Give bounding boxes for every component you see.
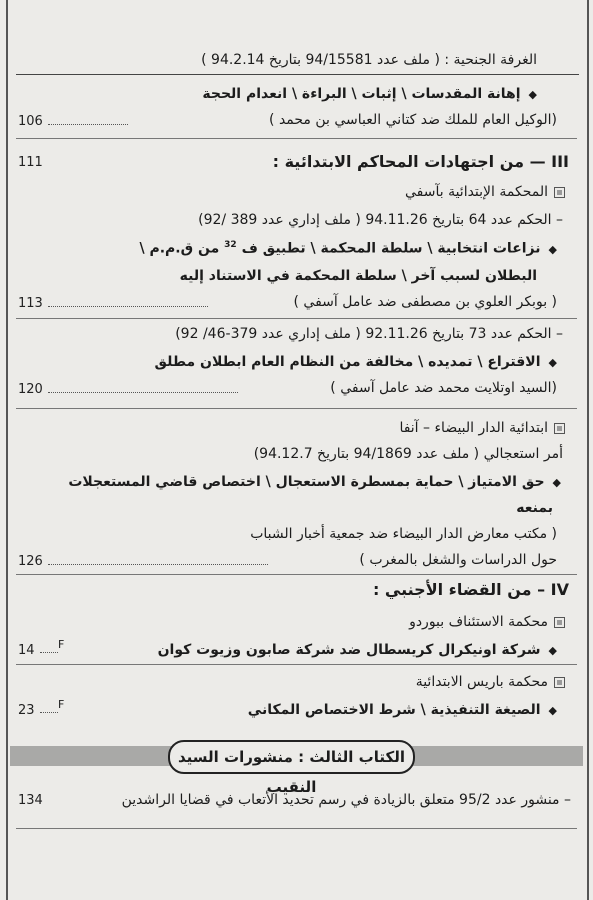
dot-leader (48, 306, 208, 307)
topic-text: الصيغة التنفيذية \ شرط الاختصاص المكاني (247, 702, 541, 718)
topic-text: الاقتراع \ تمديده \ مخالفة من النظام العام ابطلان مطلق (154, 354, 541, 370)
divider (16, 664, 577, 665)
chamber-reference: الغرفة الجنحية : ( ملف عدد 94/15581 بتاريخ 94.2.14 ) (201, 52, 537, 68)
judgment-line: – الحكم عدد 73 بتاريخ 92.11.26 ( ملف إداري عدد 379-46/ 92) (175, 326, 563, 342)
topic-line-continued: البطلان لسبب آخر \ سلطة المحكمة في الاستناد إليه (179, 268, 537, 284)
diamond-bullet-icon: ◆ (552, 476, 561, 489)
court-line (405, 184, 565, 200)
topic-line (68, 474, 561, 490)
section-heading: III — من اجتهادات المحاكم الابتدائية : (272, 152, 569, 171)
article-superscript: 32 (224, 240, 237, 250)
circular-line: – منشور عدد 95/2 متعلق بالزيادة في رسم تحديد الأتعاب في قضايا الراشدين (121, 792, 571, 808)
book-banner (10, 738, 583, 796)
court-line (409, 614, 565, 630)
page-number: 120 (18, 382, 43, 397)
page-number: 134 (18, 793, 43, 808)
court-line (399, 420, 565, 436)
divider (16, 138, 577, 139)
topic-line (248, 702, 557, 718)
divider (16, 828, 577, 829)
court-name: المحكمة الإبتدائية بآسفي (404, 184, 548, 200)
page-number: 113 (18, 296, 43, 311)
square-bullet-icon (554, 187, 565, 198)
diamond-bullet-icon: ◆ (528, 88, 537, 101)
banner-title: الكتاب الثالث : منشورات السيد النقيب (168, 740, 415, 774)
language-mark: F (58, 638, 65, 651)
dot-leader (48, 564, 268, 565)
parties-line: (الوكيل العام للملك ضد كتاني العباسي بن محمد ) (269, 112, 557, 128)
section-heading: IV – من القضاء الأجنبي : (372, 580, 569, 599)
diamond-bullet-icon: ◆ (548, 242, 557, 256)
page-number: 126 (18, 554, 43, 569)
court-name: ابتدائية الدار البيضاء – آنفا (399, 420, 548, 436)
dot-leader (40, 652, 58, 653)
square-bullet-icon (554, 617, 565, 628)
court-line (416, 674, 565, 690)
parties-line: ( بوبكر العلوي بن مصطفى ضد عامل آسفي ) (293, 294, 557, 310)
topic-text: إهانة المقدسات \ إثبات \ البراءة \ انعدام الحجة (202, 86, 521, 102)
divider (16, 408, 577, 409)
diamond-bullet-icon: ◆ (548, 704, 557, 717)
diamond-bullet-icon: ◆ (548, 644, 557, 657)
topic-text-continued: من ق.م.م \ (139, 240, 220, 257)
court-name: محكمة باريس الابتدائية (415, 674, 548, 690)
topic-line (202, 86, 537, 102)
dot-leader (48, 124, 128, 125)
court-name: محكمة الاستئناف ببوردو (409, 614, 548, 630)
diamond-bullet-icon: ◆ (548, 356, 557, 369)
square-bullet-icon (554, 423, 565, 434)
topic-line-continued: بمنعه (516, 500, 553, 516)
page-number: 14 (18, 643, 35, 658)
parties-line: (السيد اوتلايت محمد ضد عامل آسفي ) (330, 380, 557, 396)
page-number: 106 (18, 114, 43, 129)
dot-leader (48, 392, 238, 393)
topic-text: نزاعات انتخابية \ سلطة المحكمة \ تطبيق ف (241, 240, 541, 257)
square-bullet-icon (554, 677, 565, 688)
topic-line (158, 642, 557, 658)
topic-text: شركة اونيكرال كريسطال ضد شركة صابون وزيوت كوان (157, 642, 541, 658)
judgment-line: – الحكم عدد 64 بتاريخ 94.11.26 ( ملف إداري عدد 389 /92) (198, 212, 563, 228)
page-number: 111 (18, 155, 43, 170)
divider (16, 318, 577, 319)
topic-text: حق الامتياز \ حماية بمسطرة الاستعجال \ اختصاص قاضي المستعجلات (68, 474, 545, 490)
parties-line: ( مكتب معارض الدار البيضاء ضد جمعية أخبار الشباب (250, 526, 557, 542)
divider (16, 574, 577, 575)
language-mark: F (58, 698, 65, 711)
order-line: أمر استعجالي ( ملف عدد 94/1869 بتاريخ 94.12.7) (253, 446, 563, 462)
topic-line (139, 240, 557, 257)
dot-leader (40, 712, 58, 713)
divider (16, 74, 579, 75)
page-number: 23 (18, 703, 35, 718)
topic-line (155, 354, 558, 370)
parties-line-continued: حول الدراسات والشغل بالمغرب ) (359, 552, 557, 568)
